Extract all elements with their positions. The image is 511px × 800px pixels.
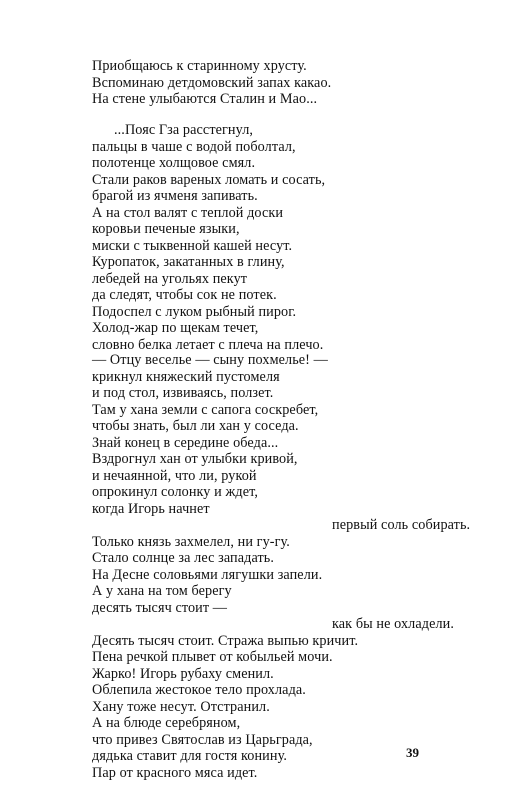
poem-line: — Отцу веселье — сыну похмелье! — — [92, 352, 328, 368]
stanza-2 — [92, 122, 325, 353]
poem-line: да следят, чтобы сок не потек. — [92, 287, 277, 303]
poem-line: На стене улыбаются Сталин и Мао... — [92, 91, 318, 107]
poem-line: ...Пояс Гза расстегнул, — [114, 122, 254, 138]
poem-line: На Десне соловьями лягушки запели. — [92, 566, 323, 583]
poem-line: Хану тоже несут. Отстранил. — [92, 698, 270, 715]
poem-line: лебедей на угольях пекут — [92, 270, 248, 287]
poem-line: брагой из ячменя запивать. — [92, 188, 258, 204]
stanza-3 — [92, 352, 470, 781]
poem-line: Вздрогнул хан от улыбки кривой, — [92, 451, 298, 467]
page-number: 39 — [406, 745, 419, 760]
poem-line: Только князь захмелел, ни гу-гу. — [92, 533, 290, 550]
poem-line: Холод-жар по щекам течет, — [92, 320, 259, 336]
poem-line: что привез Святослав из Царьграда, — [92, 731, 313, 748]
poem-line: Там у хана земли с сапога соскребет, — [92, 401, 319, 418]
poem-line: Десять тысяч стоит. Стража выпью кричит. — [92, 632, 359, 649]
poem-line: первый соль собирать. — [332, 517, 471, 533]
poem-line: А на стол валят с теплой доски — [92, 204, 284, 221]
poem-line: А на блюде серебряном, — [92, 715, 241, 731]
poem-line: Пар от красного мяса идет. — [92, 764, 258, 781]
poem-line: Знай конец в середине обеда... — [92, 434, 279, 451]
poem-line: опрокинул солонку и ждет, — [92, 484, 258, 500]
poem-line: и нечаянной, что ли, рукой — [92, 467, 257, 484]
poem-line: Стали раков вареных ломать и сосать, — [92, 171, 326, 188]
poem-line: Вспоминаю детдомовский запах какао. — [92, 74, 332, 91]
poem-line: коровьи печеные языки, — [92, 221, 240, 237]
poem-line: чтобы знать, был ли хан у соседа. — [92, 418, 299, 434]
poem-line: Облепила жестокое тело прохлада. — [92, 682, 306, 698]
poem-line: крикнул княжеский пустомеля — [92, 368, 280, 385]
poem-line: Стало солнце за лес западать. — [92, 550, 274, 566]
poem-line: А у хана на том берегу — [92, 583, 232, 599]
stanza-1 — [92, 58, 331, 108]
poem-line: дядька ставит для гостя конину. — [92, 748, 287, 764]
poem-line: словно белка летает с плеча на плечо. — [92, 336, 324, 353]
poem-line: миски с тыквенной кашей несут. — [92, 237, 293, 254]
poem-line: Жарко! Игорь рубаху сменил. — [92, 665, 274, 682]
poem-line: Куропаток, закатанных в глину, — [92, 254, 285, 270]
poem-line: Приобщаюсь к старинному хрусту. — [92, 58, 307, 74]
poem-line: пальцы в чаше с водой поболтал, — [92, 138, 296, 155]
poem-line: Пена речкой плывет от кобыльей мочи. — [92, 649, 333, 665]
poem-line: Подоспел с луком рыбный пирог. — [92, 303, 297, 320]
poem-line: как бы не охладели. — [332, 616, 454, 632]
poem-line: и под стол, извиваясь, ползет. — [92, 385, 274, 401]
poem-line: десять тысяч стоит — — [92, 599, 228, 616]
poem-line: полотенце холщовое смял. — [92, 155, 256, 171]
poem-line: когда Игорь начнет — [92, 500, 210, 517]
